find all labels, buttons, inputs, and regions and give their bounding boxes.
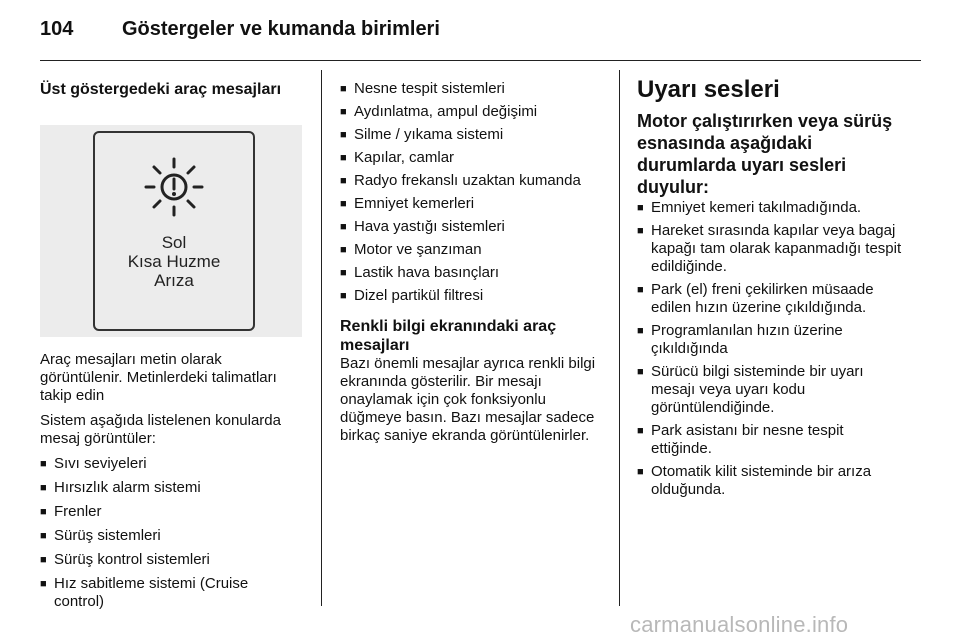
- paragraph: Sistem aşağıda listelenen konularda mesaj görüntüler:: [40, 412, 281, 447]
- list-item: ■ Sürüş sistemleri: [40, 527, 302, 545]
- list-item: ■ Kapılar, camlar: [340, 149, 602, 167]
- list-item: ■ Silme / yıkama sistemi: [340, 126, 602, 144]
- list-item: ■ Hız sabitleme sistemi (Cruise control): [40, 575, 302, 611]
- section-title: Uyarı sesleri: [637, 76, 780, 103]
- list-item: ■ Dizel partikül filtresi: [340, 287, 602, 305]
- list-item: ■ Radyo frekanslı uzaktan kumanda: [340, 172, 602, 190]
- topic-list: [40, 455, 302, 611]
- list-item: ■ Otomatik kilit sisteminde bir arıza olduğunda.: [637, 463, 905, 499]
- list-item: ■ Emniyet kemeri takılmadığında.: [637, 199, 905, 217]
- watermark: carmanualsonline.info: [630, 612, 849, 637]
- display-line-1: Sol: [161, 233, 187, 252]
- list-item: ■ Sıvı seviyeleri: [40, 455, 302, 473]
- list-item: ■ Programlanılan hızın üzerine çıkıldığında: [637, 322, 905, 358]
- list-item: ■ Sürüş kontrol sistemleri: [40, 551, 302, 569]
- lamp-fault-icon: [142, 155, 206, 219]
- column-divider: [619, 70, 620, 606]
- display-line-2: Kısa Huzme: [127, 252, 221, 271]
- warning-list: [637, 199, 905, 499]
- page-number: 104: [40, 18, 74, 40]
- list-item: ■ Hava yastığı sistemleri: [340, 218, 602, 236]
- list-item: ■ Sürücü bilgi sisteminde bir uyarı mesajı veya uyarı kodu görüntülendiğinde.: [637, 363, 905, 417]
- column-right: [637, 74, 905, 499]
- section-heading: Motor çalıştırırken veya sürüş esnasında aşağıdaki durumlarda uyarı sesleri duyulur:: [637, 111, 893, 197]
- list-item: ■ Hareket sırasında kapılar veya bagaj kapağı tam olarak kapanmadığı tespit edildiğinde.: [637, 222, 905, 276]
- display-panel: [93, 131, 255, 331]
- topic-list: [340, 80, 602, 305]
- column-divider: [321, 70, 322, 606]
- message-figure: [40, 125, 302, 337]
- header-divider: [40, 60, 921, 61]
- list-item: ■ Lastik hava basınçları: [340, 264, 602, 282]
- column-middle: [340, 74, 602, 445]
- list-item: ■ Emniyet kemerleri: [340, 195, 602, 213]
- list-item: ■ Park asistanı bir nesne tespit ettiğinde.: [637, 422, 905, 458]
- list-item: ■ Motor ve şanzıman: [340, 241, 602, 259]
- list-item: ■ Aydınlatma, ampul değişimi: [340, 103, 602, 121]
- section-heading: Üst göstergedeki araç mesajları: [40, 81, 282, 98]
- column-left: [40, 74, 302, 611]
- section-heading: Renkli bilgi ekranındaki araç mesajları: [340, 318, 557, 354]
- list-item: ■ Nesne tespit sistemleri: [340, 80, 602, 98]
- list-item: ■ Park (el) freni çekilirken müsaade edilen hızın üzerine çıkıldığında.: [637, 281, 905, 317]
- page-title: Göstergeler ve kumanda birimleri: [122, 18, 440, 40]
- list-item: ■ Hırsızlık alarm sistemi: [40, 479, 302, 497]
- paragraph: Bazı önemli mesajlar ayrıca renkli bilgi ekranında gösterilir. Bir mesajı onaylamak için çok fonksiyonlu düğmeye basın. Bazı mesajlar sadece birkaç saniye ekranda görüntülenirler.: [340, 355, 596, 444]
- display-line-3: Arıza: [154, 271, 194, 290]
- paragraph: Araç mesajları metin olarak görüntülenir. Metinlerdeki talimatları takip edin: [40, 351, 277, 404]
- page-header: [40, 14, 920, 54]
- list-item: ■ Frenler: [40, 503, 302, 521]
